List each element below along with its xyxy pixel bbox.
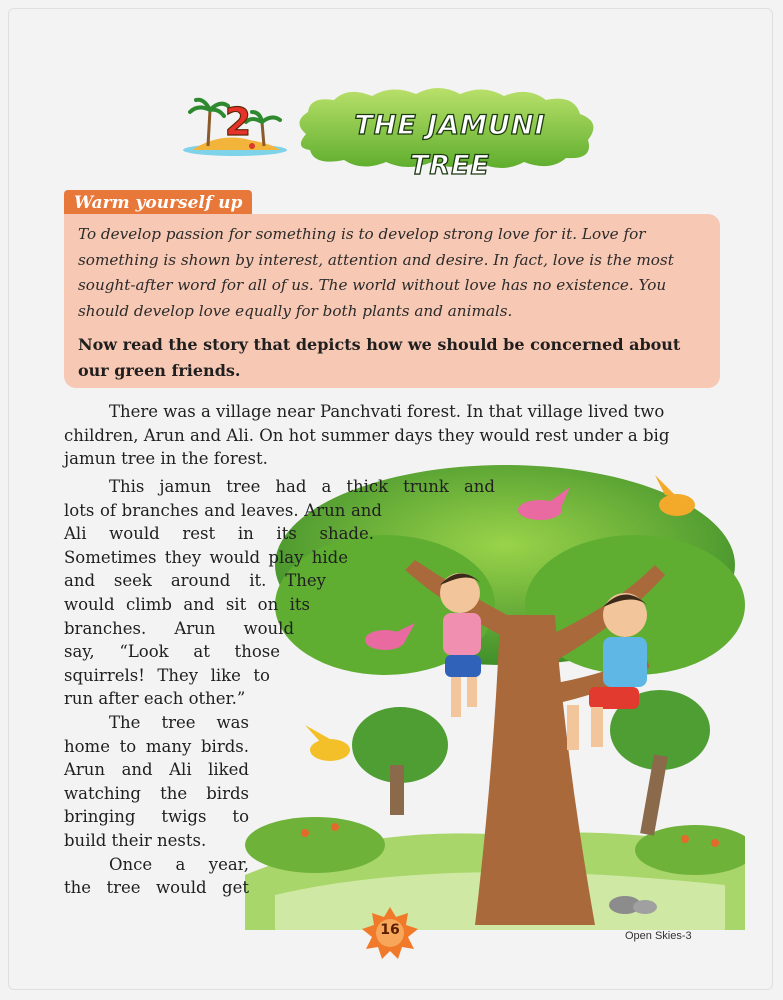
story-line: Sometimes they would play hide: [64, 547, 348, 567]
story-line: run after each other.”: [64, 689, 246, 709]
story-paragraph-4: [64, 853, 495, 900]
story-paragraph-1: There was a village near Panchvati forest. In that village lived two children, Arun and Ali. On hot summer days they would rest under a big jamun tree in the forest.: [64, 402, 670, 468]
story-line: and seek around it. They: [64, 571, 326, 591]
warmup-instruction: Now read the story that depicts how we should be concerned about our green friends.: [78, 335, 681, 380]
story-paragraph-2: [64, 475, 495, 711]
story-line: branches. Arun would: [64, 618, 294, 638]
story-line: say, “Look at those: [64, 642, 280, 662]
story-line: This jamun tree had a thick trunk and: [109, 477, 495, 496]
chapter-number: 2: [224, 100, 252, 144]
story-line: Once a year,: [109, 854, 249, 874]
story-line: home to many birds.: [64, 736, 249, 756]
story-line: Arun and Ali liked: [64, 760, 249, 780]
warmup-box: [64, 214, 720, 388]
story-line: Ali would rest in its shade.: [64, 524, 374, 544]
story-line: squirrels! They like to: [64, 665, 270, 685]
warmup-text: To develop passion for something is to develop strong love for it. Love for something is shown by interest, attention and desire. In fact, love is the most sought-after word for all of us. The world without love has no existence. You should develop love equally for both plants and animals.: [78, 225, 674, 320]
story-line: The tree was: [109, 712, 249, 732]
story-paragraph-3: [64, 711, 495, 853]
story-line: the tree would get: [64, 878, 249, 898]
story-line: bringing twigs to: [64, 807, 249, 827]
chapter-title: THE JAMUNI TREE: [354, 110, 546, 181]
story-line: watching the birds: [64, 783, 249, 803]
story-line: would climb and sit on its: [64, 594, 310, 614]
story-line: build their nests.: [64, 830, 207, 850]
story-column: [64, 475, 495, 900]
chapter-header: [180, 82, 610, 181]
book-name: Open Skies-3: [625, 930, 692, 942]
story-line: lots of branches and leaves. Arun and: [64, 500, 382, 520]
page-number: 16: [380, 922, 400, 938]
warmup-tab: Warm yourself up: [64, 190, 252, 216]
